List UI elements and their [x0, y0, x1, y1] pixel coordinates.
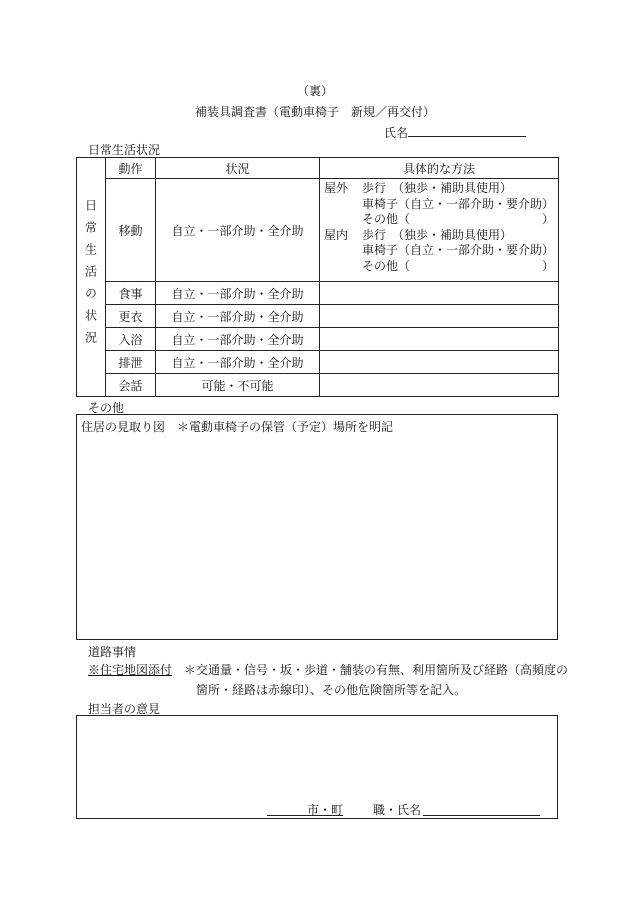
row-method-blank[interactable]: [320, 282, 559, 305]
road-note-line2: 箇所・経路は赤線印）、その他危険箇所等を記入。: [196, 683, 467, 697]
position-name-blank[interactable]: [423, 801, 540, 816]
name-field[interactable]: [384, 123, 526, 141]
page-side-label: （裏）: [296, 84, 333, 98]
row-method-blank[interactable]: [320, 351, 559, 374]
table-row: [77, 328, 559, 351]
row-method-blank[interactable]: [320, 328, 559, 351]
table-row: [77, 374, 559, 397]
row-method-blank[interactable]: [320, 374, 559, 397]
table-row: [77, 351, 559, 374]
floor-plan-box[interactable]: [76, 414, 558, 640]
outdoor-other-close: ）: [541, 212, 554, 226]
row-action: 会話: [106, 374, 156, 397]
indoor-walk: 歩行 （独歩・補助具使用）: [362, 227, 513, 242]
daily-life-table: [76, 157, 559, 397]
map-attach-note: ※住宅地図添付: [88, 663, 173, 677]
row-action: 入浴: [106, 328, 156, 351]
city-label: 市・町: [306, 803, 343, 817]
col-header-status: 状況: [156, 158, 320, 179]
row-action: 移動: [106, 179, 156, 282]
row-action: 更衣: [106, 305, 156, 328]
row-action: 排泄: [106, 351, 156, 374]
opinion-box[interactable]: [76, 715, 558, 819]
outdoor-walk: 歩行 （独歩・補助具使用）: [362, 181, 513, 195]
col-header-method: 具体的な方法: [320, 158, 559, 179]
row-status: 自立・一部介助・全介助: [156, 282, 320, 305]
table-header-row: [77, 158, 559, 179]
side-label: 日常生活の状況: [83, 198, 98, 353]
row-status: 自立・一部介助・全介助: [156, 179, 320, 282]
row-status: 自立・一部介助・全介助: [156, 305, 320, 328]
side-label-cell: [77, 158, 106, 397]
document-title: 補装具調査書（電動車椅子 新規／再交付）: [194, 105, 435, 119]
indoor-wheelchair: 車椅子（自立・一部介助・要介助）: [362, 243, 555, 257]
row-action: 食事: [106, 282, 156, 305]
road-section-label: 道路事情: [88, 645, 137, 659]
other-section-label: その他: [88, 401, 125, 415]
indoor-prefix: 屋内: [324, 227, 349, 242]
opinion-section-label: 担当者の意見: [88, 702, 161, 716]
outdoor-other-open: その他（: [362, 212, 411, 226]
outdoor-prefix: 屋外: [324, 181, 349, 195]
row-method-blank[interactable]: [320, 305, 559, 328]
col-header-action: 動作: [106, 158, 156, 179]
row-status: 可能・不可能: [156, 374, 320, 397]
name-blank[interactable]: [408, 123, 526, 137]
table-row: [77, 305, 559, 328]
movement-method-cell[interactable]: [320, 179, 559, 282]
position-name-label: 職・氏名: [373, 803, 422, 817]
city-field[interactable]: [267, 801, 343, 816]
indoor-other-open: その他（: [362, 258, 411, 273]
name-label: 氏名: [384, 126, 409, 140]
floor-plan-label: 住居の見取り図 ＊電動車椅子の保管（予定）場所を明記: [81, 420, 394, 434]
table-row: [77, 282, 559, 305]
table-row: [77, 179, 559, 282]
indoor-other-close: ）: [541, 258, 554, 273]
outdoor-wheelchair: 車椅子（自立・一部介助・要介助）: [362, 196, 555, 211]
row-status: 自立・一部介助・全介助: [156, 351, 320, 374]
row-status: 自立・一部介助・全介助: [156, 328, 320, 351]
daily-life-section-label: 日常生活状況: [88, 143, 161, 157]
road-note-line1: ＊交通量・信号・坂・歩道・舗装の有無、利用箇所及び経路（高頻度の: [184, 663, 569, 677]
